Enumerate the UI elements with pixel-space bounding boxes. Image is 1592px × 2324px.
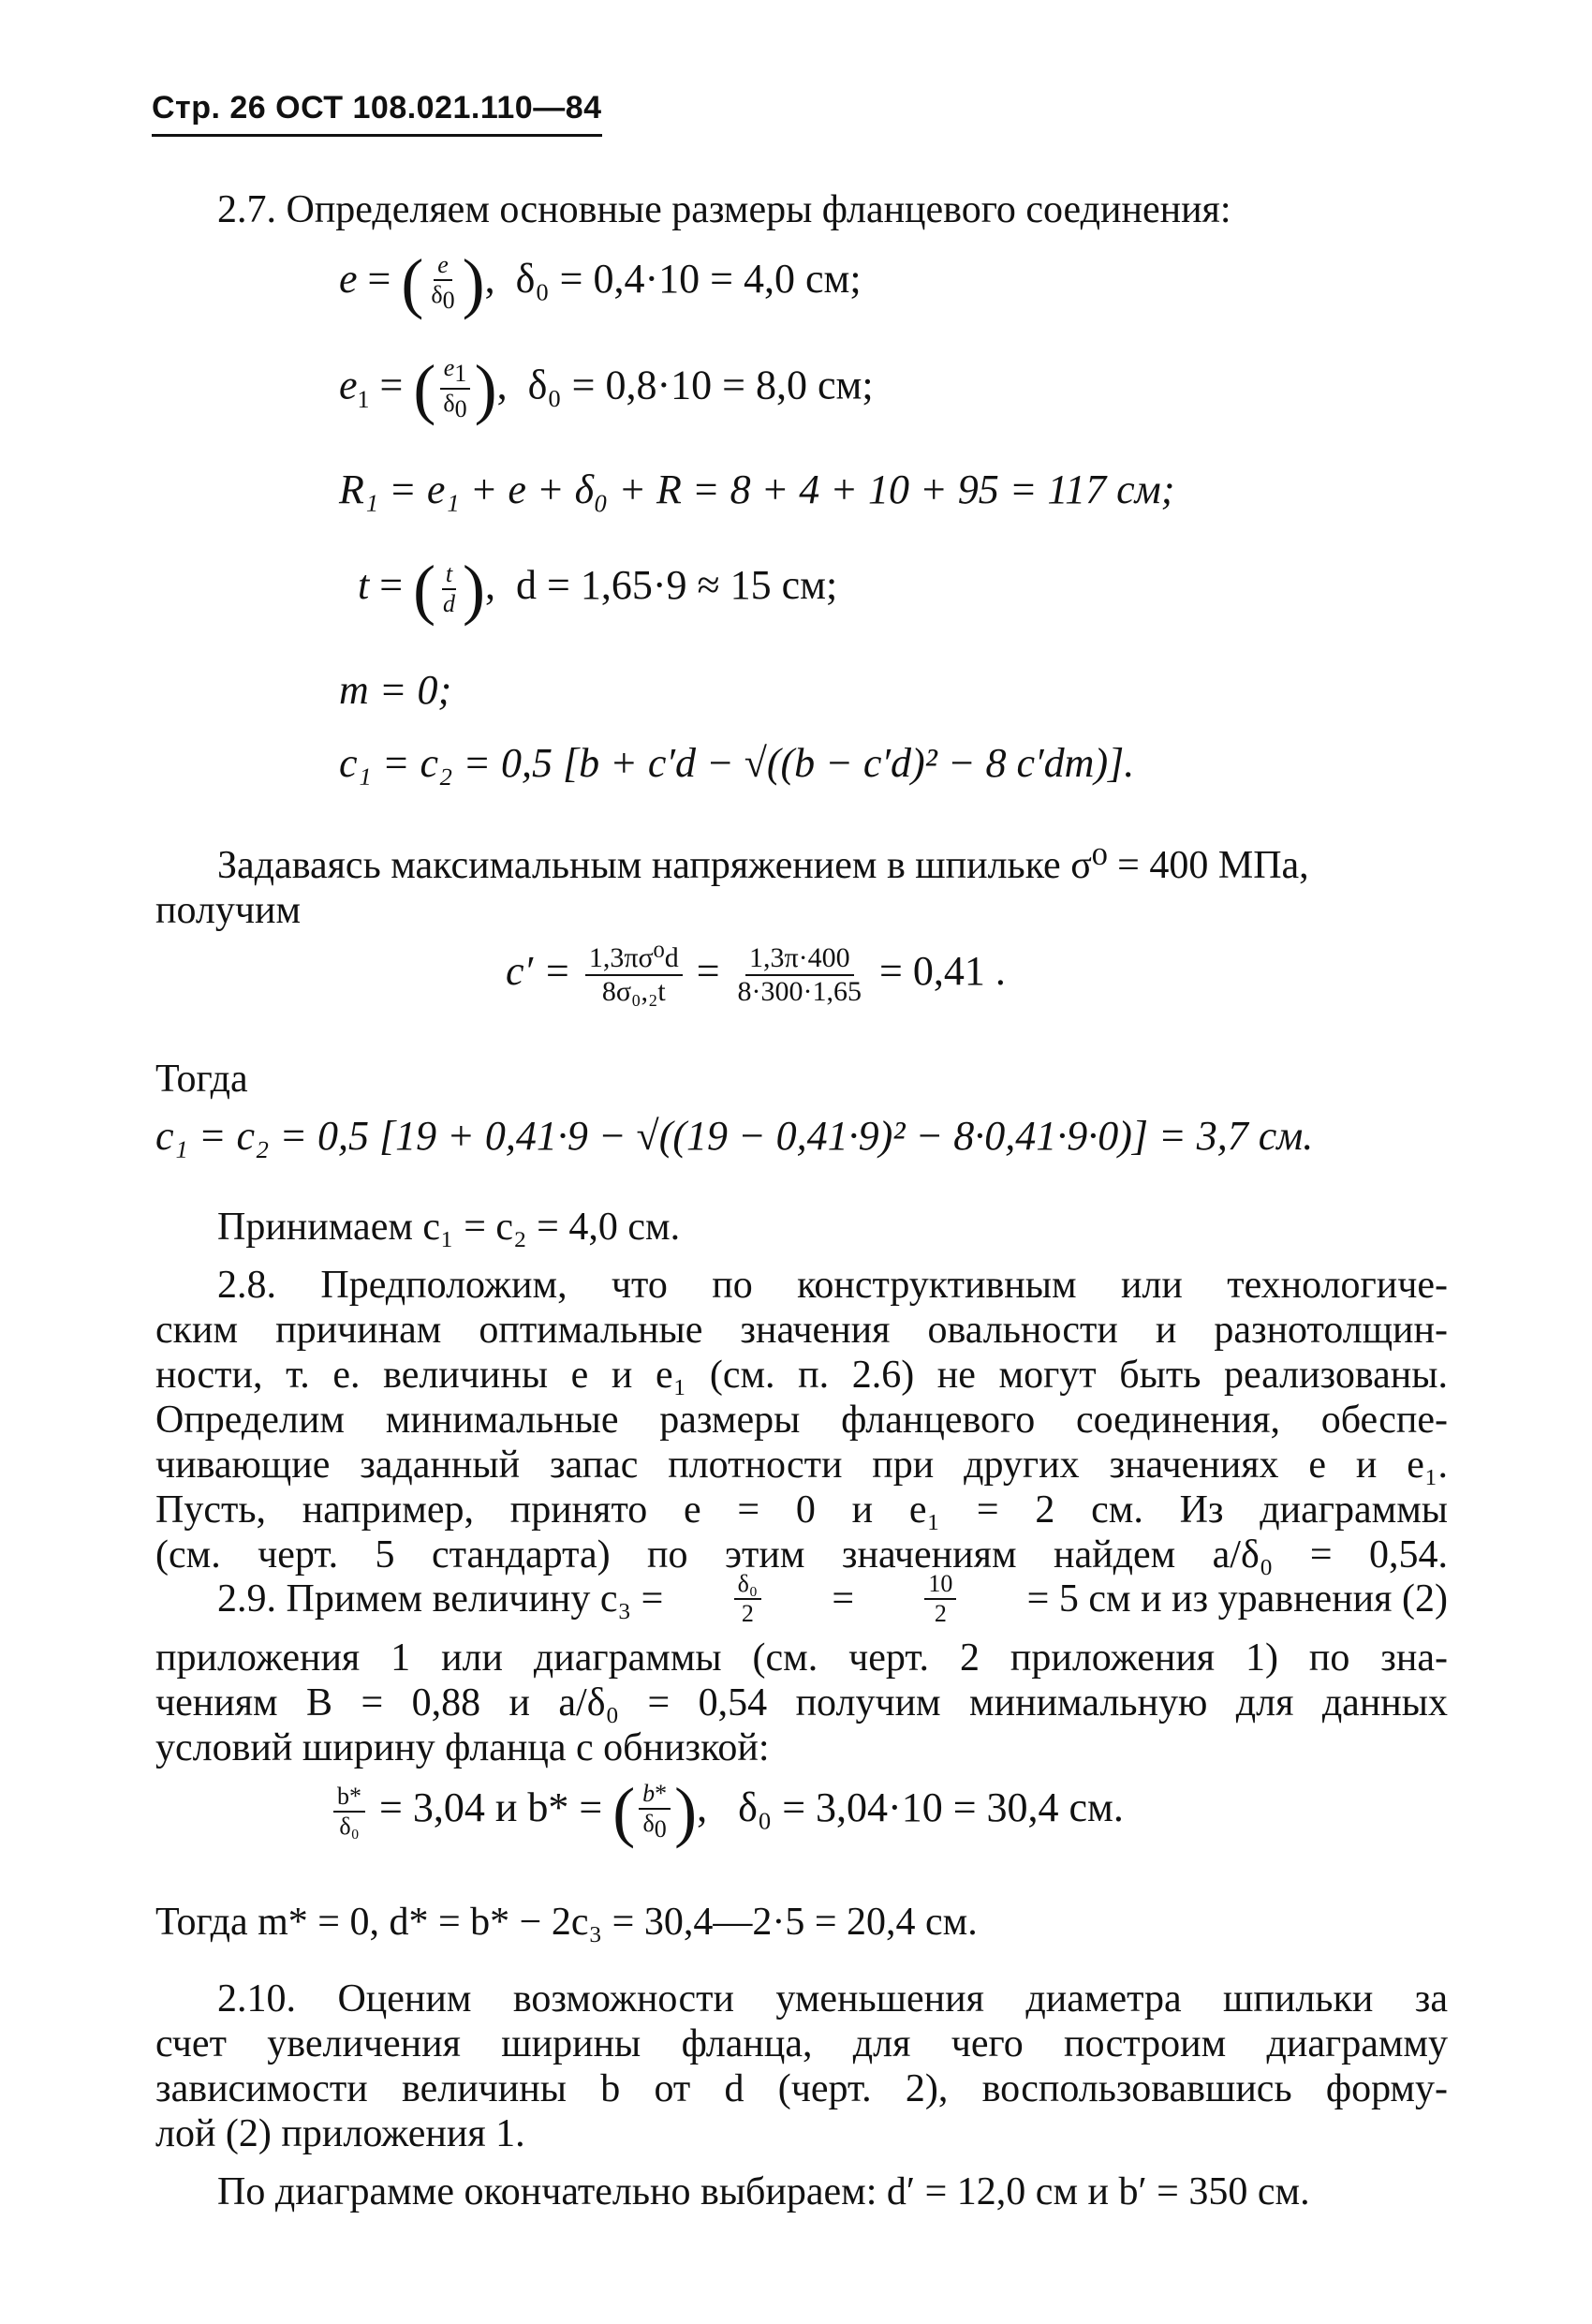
equation-c-prime-num2: 1,3π·400	[745, 942, 854, 976]
equation-e-rhs: δ₀ = 0,4·10 = 4,0 см;	[515, 256, 862, 303]
equation-r1: R₁ = e₁ + e + δ₀ + R = 8 + 4 + 10 + 95 = 117 см;	[339, 466, 1175, 512]
section-2-9-frac1-num: δ₀	[734, 1570, 761, 1600]
section-2-8-line: ским причинам оптимальные значения овальности и разнотолщин-	[155, 1309, 1448, 1352]
equation-e1: $e_1$ = ( $\frac{e_1}{\delta_0}$ ), δ₀ = 0,8·10 = 8,0 см;	[339, 351, 874, 427]
equation-c1-c2-numeric: c₁ = c₂ = 0,5 [19 + 0,41·9 − √((19 − 0,41·9)² − 8·0,41·9·0)] = 3,7 см.	[155, 1113, 1314, 1159]
equation-b-star-num: b*	[333, 1783, 365, 1813]
section-2-9-intro: 2.9. Примем величину c₃ =	[217, 1577, 664, 1621]
equation-m: m = 0;	[339, 667, 452, 713]
section-2-9-line: условий ширину фланца с обнизкой:	[155, 1726, 770, 1769]
text-then-2: Тогда m* = 0, d* = b* − 2c₃ = 30,4—2·5 = 20,4 см.	[155, 1901, 978, 1944]
text-accept-c1-c2: Принимаем c₁ = c₂ = 4,0 см.	[217, 1206, 681, 1249]
text-we-get: получим	[155, 889, 302, 932]
section-2-8-line: (см. черт. 5 стандарта) по этим значениям найдем a/δ₀ = 0,54.	[155, 1533, 1448, 1576]
section-2-10-line: 2.10. Оценим возможности уменьшения диаметра шпильки за	[217, 1977, 1448, 2021]
section-2-8-line: чивающие заданный запас плотности при других значениях e и e₁.	[155, 1443, 1448, 1487]
equation-b-star-mid: = 3,04 и b* =	[379, 1784, 603, 1831]
section-2-9-paragraph	[155, 1636, 1448, 1770]
text-max-stress: Задаваясь максимальным напряжением в шпильке σ⁰ = 400 МПа,	[217, 844, 1309, 887]
section-2-8-paragraph	[155, 1263, 1448, 1577]
equation-c1-c2-general: c₁ = c₂ = 0,5 [b + c′d − √((b − c′d)² − 8 c′dm)].	[339, 740, 1135, 786]
section-2-8-line: Определим минимальные размеры фланцевого соединения, обеспе-	[155, 1399, 1448, 1442]
section-2-10-line: лой (2) приложения 1.	[155, 2112, 525, 2155]
section-2-10-paragraph	[155, 1976, 1448, 2156]
text-final-selection: По диаграмме окончательно выбираем: d′ = 12,0 см и b′ = 350 см.	[217, 2170, 1310, 2213]
section-2-10-line: счет увеличения ширины фланца, для чего построим диаграмму	[155, 2022, 1448, 2065]
section-2-9-frac1-den: 2	[741, 1600, 754, 1627]
equation-c-prime-den2: 8·300·1,65	[737, 976, 862, 1007]
equation-c-prime-den1: 8σ₀,₂t	[601, 976, 666, 1007]
equation-c-prime-result: = 0,41 .	[879, 948, 1006, 995]
section-2-9-frac2-den: 2	[934, 1600, 947, 1627]
section-2-8-line: ности, т. е. величины e и e₁ (см. п. 2.6) не могут быть реализованы.	[155, 1354, 1448, 1397]
equation-e: e = ( $\frac{e}{\delta_0}$ ), δ₀ = 0,4·10 = 4,0 см;	[339, 245, 862, 321]
equation-e1-rhs: δ₀ = 0,8·10 = 8,0 см;	[527, 362, 874, 408]
section-2-8-line: Пусть, например, принято e = 0 и e₁ = 2 см. Из диаграммы	[155, 1488, 1448, 1532]
equation-t: t = ( $\frac{t}{d}$ ), d = 1,65·9 ≈ 15 см;	[358, 552, 838, 627]
equation-b-star-den: δ₀	[339, 1813, 360, 1841]
equation-b-star-rhs: δ₀ = 3,04·10 = 30,4 см.	[738, 1784, 1124, 1831]
equation-c-prime-num1: 1,3πσ⁰d	[585, 942, 683, 976]
page-header: Стр. 26 ОСТ 108.021.110—84	[152, 90, 602, 137]
text-then-1: Тогда	[155, 1058, 248, 1101]
section-2-8-line: 2.8. Предположим, что по конструктивным или технологиче-	[217, 1264, 1448, 1307]
equation-t-rhs: d = 1,65·9 ≈ 15 см;	[516, 562, 838, 609]
section-2-9-rest: = 5 см и из уравнения (2)	[1026, 1577, 1448, 1621]
equation-b-star: $\frac{b*}{\text{δ₀}}$ = 3,04 и b* = ( $\frac{b*}{\delta_0}$ ), δ₀ = 3,04·10 = 30,4 см.	[330, 1780, 1124, 1843]
section-2-9-line: чениям B = 0,88 и a/δ₀ = 0,54 получим минимальную для данных	[155, 1681, 1448, 1724]
equation-c-prime-lhs: c′ =	[506, 948, 571, 995]
section-2-9-frac2-num: 10	[924, 1570, 956, 1600]
section-2-9-line: приложения 1 или диаграммы (см. черт. 2 приложения 1) по зна-	[155, 1636, 1448, 1680]
section-2-10-line: зависимости величины b от d (черт. 2), воспользовавшись форму-	[155, 2067, 1448, 2110]
section-2-7-title: 2.7. Определяем основные размеры фланцевого соединения:	[217, 188, 1231, 231]
equation-c-prime: c′ = $\frac{\text{1,3πσ⁰d}}{\text{8σ₀,₂t}}$ = $\frac{1,3\pi\cdot 400}{8\cdot 300\cdot 1,65}$ = 0,41 .	[506, 942, 1006, 1007]
section-2-9-line-1: 2.9. Примем величину c₃ = $\frac{\text{δ₀}}{2}$ = $\frac{10}{2}$ = 5 см и из уравнения (2)	[217, 1570, 1448, 1627]
